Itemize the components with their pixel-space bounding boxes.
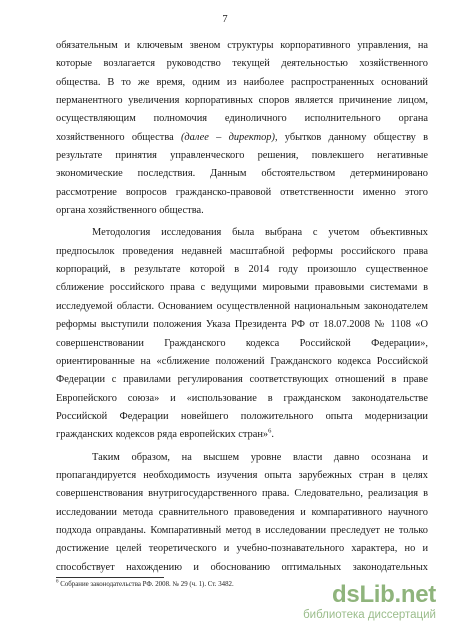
text-line: совершенствования внутригосударственного права. Следовательно, реализация в [56, 488, 428, 500]
text-line: органа хозяйственного общества. [56, 205, 204, 217]
footnote-marker: 6 [56, 579, 59, 585]
italic-term: (далее – директор) [180, 131, 275, 143]
text-line: Таким образом, на высшем уровне власти давно осознана и [92, 451, 428, 463]
text-line: Российской Федерации новейшего положительного опыта модернизации [56, 410, 428, 422]
watermark-logo: dsLib.net [332, 581, 436, 608]
text-line: предпосылок проведения недавней масштабной реформы российского права [56, 245, 428, 257]
text-line: результате принятия управленческого решения, повлекшего негативные [56, 150, 428, 162]
text-line: перманентного увеличения корпоративных споров является причинение лицом, [56, 95, 428, 107]
text-line: сближение российского права с ведущими мировыми правовыми системами в [56, 282, 428, 294]
watermark-caption: библиотека диссертаций [303, 609, 436, 621]
text-line: экономические последствия. Данным обстоятельством детерминировано [56, 168, 428, 180]
text-line: Европейского союза» и «использование в гражданском законодательстве [56, 392, 428, 404]
text-line: совершенствовании Гражданского кодекса Российской Федерации», [56, 337, 428, 349]
text-line: которые возлагается руководство текущей деятельностью хозяйственного [56, 58, 428, 70]
text-line: осуществляющим полномочия единоличного исполнительного органа [56, 113, 428, 125]
text-line: общества. В то же время, одним из наиболее распространенных оснований [56, 76, 428, 88]
text-line: пропагандируется необходимость изучения опыта зарубежных стран в целях [56, 469, 428, 481]
text-line: рассмотрение вопросов гражданско-правовой ответственности именно этого [56, 186, 428, 198]
paragraph [56, 449, 428, 577]
watermark [303, 583, 436, 622]
text-line: исследуемой области. Основанием осуществленной национальным законодателем [56, 300, 428, 312]
text-line: исследовании метода сравнительного правоведения и компаративного научного [56, 506, 428, 518]
footnote-separator [56, 577, 164, 578]
text-line: Методология исследования была выбрана с учетом объективных [92, 227, 428, 239]
footnote-text: Собрание законодательства РФ. 2008. № 29 (ч. 1). Ст. 3482. [58, 581, 234, 588]
text-line: обязательным и ключевым звеном структуры корпоративного управления, на [56, 40, 428, 51]
paragraph [56, 224, 428, 444]
footnote [56, 581, 234, 588]
text-line: реформы выступили положения Указа Президента РФ от 18.07.2008 № 1108 «О [56, 319, 428, 331]
paragraph [56, 37, 428, 220]
text-line: корпораций, в результате которой в 2014 году произошло существенное [56, 264, 428, 276]
text-line: достижение целей теоретического и учебно-познавательного характера, но и [56, 543, 428, 555]
text-line: гражданских кодексов ряда европейских стран»$^6$. [56, 427, 274, 441]
text-line: хозяйственного общества (далее – директор), убытков данному обществу в [56, 131, 428, 143]
body-text [56, 37, 428, 577]
text-line: Федерации с правилами регулирования соответствующих отношений в праве [56, 374, 428, 386]
text-line: способствует нахождению и обоснованию оптимальных законодательных [56, 561, 428, 573]
footnote-reference: 6 [268, 427, 272, 435]
text-line: ориентированные на «сближение положений Гражданского кодекса Российской [56, 355, 428, 367]
page-number: 7 [222, 14, 228, 25]
text-line: подхода оправданы. Компаративный метод в исследовании преследует не только [56, 524, 428, 536]
